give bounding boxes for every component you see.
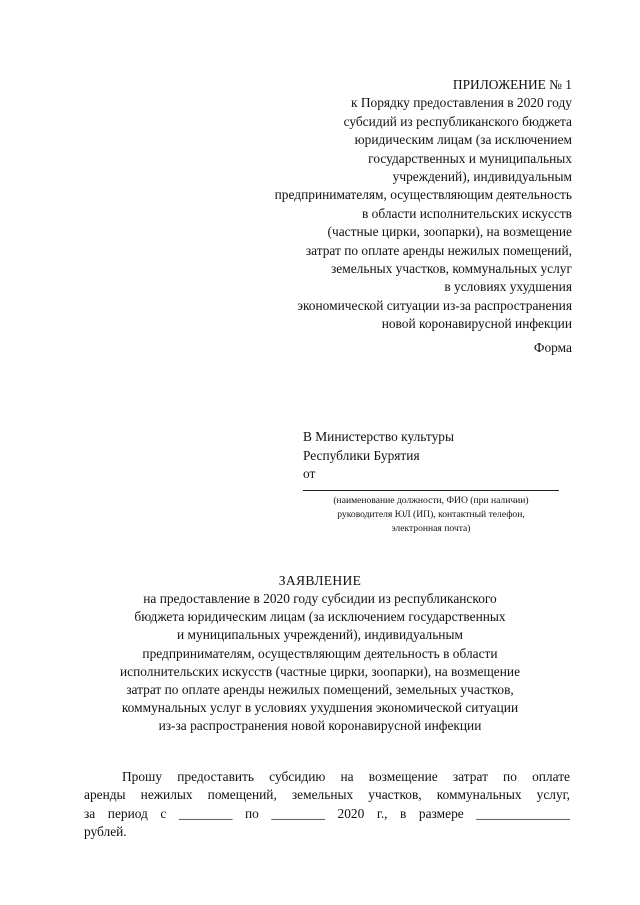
- appendix-line: экономической ситуации из-за распространения: [297, 297, 572, 313]
- request-paragraph: [84, 768, 570, 842]
- addressee-block: [303, 428, 454, 484]
- appendix-header: [212, 76, 572, 334]
- hint-line: (наименование должности, ФИО (при наличии): [333, 495, 529, 506]
- statement-subtitle: [0, 590, 640, 736]
- statement-title: ЗАЯВЛЕНИЕ: [278, 573, 362, 588]
- appendix-line: учреждений), индивидуальным: [392, 169, 572, 185]
- subtitle-line: и муниципальных учреждений), индивидуальным: [177, 627, 463, 643]
- body-line: Прошу предоставить субсидию на возмещение затрат по оплате: [122, 769, 570, 784]
- appendix-line: (частные цирки, зоопарки), на возмещение: [327, 224, 572, 240]
- hint-line: электронная почта): [391, 523, 471, 534]
- appendix-line: земельных участков, коммунальных услуг: [331, 261, 572, 277]
- appendix-line: государственных и муниципальных: [368, 150, 572, 166]
- subtitle-line: предпринимателям, осуществляющим деятельность в области: [142, 645, 498, 661]
- appendix-line: новой коронавирусной инфекции: [381, 316, 572, 332]
- applicant-fill-line: [303, 490, 559, 491]
- subtitle-line: на предоставление в 2020 году субсидии из республиканского: [143, 591, 497, 606]
- addressee-line: Республики Бурятия: [303, 447, 420, 463]
- addressee-line: В Министерство культуры: [303, 429, 454, 444]
- appendix-line: в области исполнительских искусств: [361, 205, 572, 221]
- appendix-line: ПРИЛОЖЕНИЕ № 1: [452, 77, 572, 92]
- form-label: Форма: [533, 340, 572, 355]
- appendix-line: к Порядку предоставления в 2020 году: [350, 95, 572, 111]
- subtitle-line: из-за распространения новой коронавирусной инфекции: [158, 718, 482, 734]
- body-line: рублей.: [84, 824, 127, 840]
- applicant-hint: [303, 494, 559, 536]
- addressee-line: от: [303, 466, 316, 482]
- hint-line: руководителя ЮЛ (ИП), контактный телефон,: [337, 509, 525, 520]
- body-line: за период с ________ по ________ 2020 г., в размере ______________: [84, 805, 570, 821]
- subtitle-line: затрат по оплате аренды нежилых помещений, земельных участков,: [126, 682, 514, 698]
- appendix-line: предпринимателям, осуществляющим деятельность: [274, 187, 572, 203]
- subtitle-line: исполнительских искусств (частные цирки, зоопарки), на возмещение: [119, 663, 521, 679]
- appendix-line: затрат по оплате аренды нежилых помещений,: [305, 242, 572, 258]
- appendix-line: юридическим лицам (за исключением: [354, 132, 572, 148]
- appendix-line: субсидий из республиканского бюджета: [343, 113, 572, 129]
- appendix-line: в условиях ухудшения: [444, 279, 572, 295]
- body-line: аренды нежилых помещений, земельных участков, коммунальных услуг,: [84, 787, 570, 803]
- subtitle-line: коммунальных услуг в условиях ухудшения экономической ситуации: [121, 700, 519, 716]
- subtitle-line: бюджета юридическим лицам (за исключением государственных: [134, 609, 506, 625]
